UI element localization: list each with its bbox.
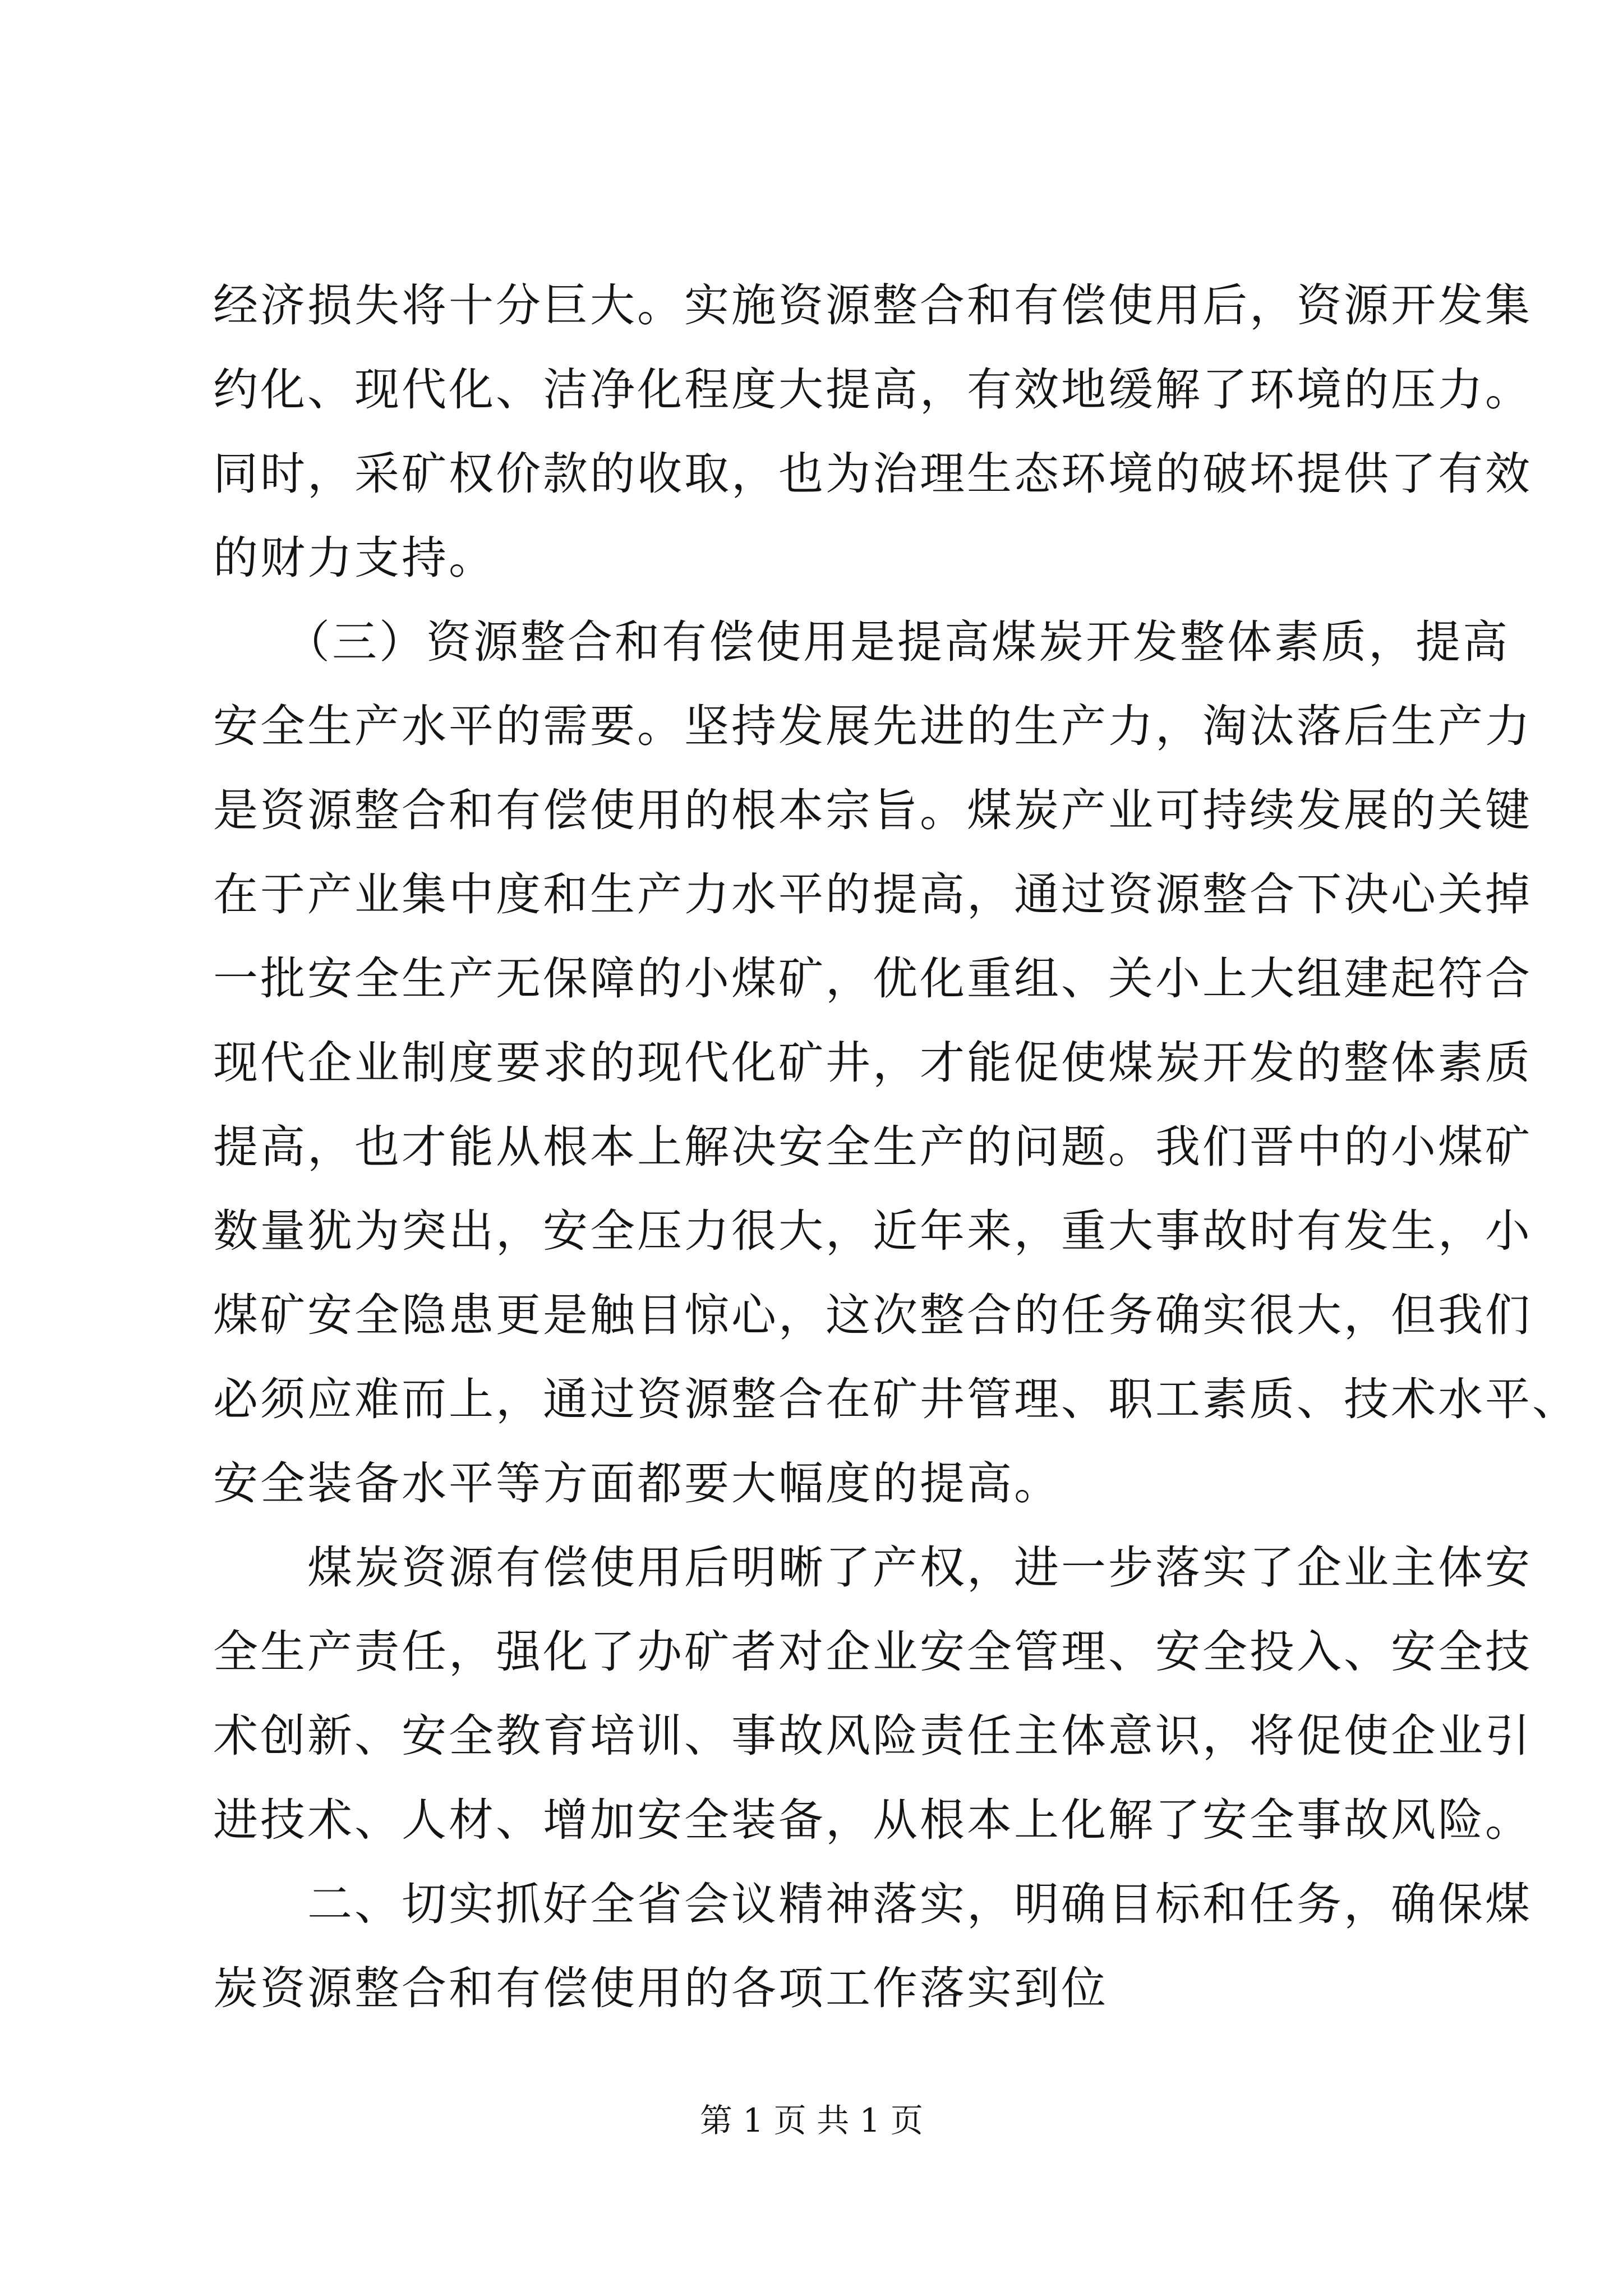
text-line: 全生产责任，强化了办矿者对企业安全管理、安全投入、安全技 <box>213 1626 1532 1678</box>
document-body <box>213 264 1579 2031</box>
text-line: 进技术、人材、增加安全装备，从根本上化解了安全事故风险。 <box>213 1794 1532 1846</box>
text-line: 煤矿安全隐患更是触目惊心，这次整合的任务确实很大，但我们 <box>213 1289 1532 1341</box>
text-line: 一批安全生产无保障的小煤矿，优化重组、关小上大组建起符合 <box>213 953 1532 1005</box>
text-line: 二、切实抓好全省会议精神落实，明确目标和任务，确保煤 <box>213 1878 1532 1930</box>
text-line: 必须应难而上，通过资源整合在矿井管理、职工素质、技术水平、 <box>213 1373 1579 1425</box>
text-line: 术创新、安全教育培训、事故风险责任主体意识，将促使企业引 <box>213 1710 1532 1762</box>
text-line: （三）资源整合和有偿使用是提高煤炭开发整体素质，提高 <box>213 616 1510 668</box>
text-line: 现代企业制度要求的现代化矿井，才能促使煤炭开发的整体素质 <box>213 1037 1532 1089</box>
text-line: 是资源整合和有偿使用的根本宗旨。煤炭产业可持续发展的关键 <box>213 784 1532 836</box>
text-line: 煤炭资源有偿使用后明晰了产权，进一步落实了企业主体安 <box>213 1542 1532 1594</box>
text-line: 经济损失将十分巨大。实施资源整合和有偿使用后，资源开发集 <box>213 279 1532 332</box>
text-line: 约化、现代化、洁净化程度大提高，有效地缓解了环境的压力。 <box>213 364 1532 416</box>
text-line: 提高，也才能从根本上解决安全生产的问题。我们晋中的小煤矿 <box>213 1121 1532 1173</box>
text-line: 安全装备水平等方面都要大幅度的提高。 <box>213 1457 1061 1510</box>
text-line: 安全生产水平的需要。坚持发展先进的生产力，淘汰落后生产力 <box>213 700 1532 752</box>
page-footer: 第 1 页 共 1 页 <box>700 2101 923 2139</box>
text-line: 在于产业集中度和生产力水平的提高，通过资源整合下决心关掉 <box>213 868 1532 921</box>
text-line: 的财力支持。 <box>213 532 496 584</box>
text-line: 数量犹为突出，安全压力很大，近年来，重大事故时有发生，小 <box>213 1205 1532 1257</box>
text-line: 同时，采矿权价款的收取，也为治理生态环境的破坏提供了有效 <box>213 448 1532 500</box>
text-line: 炭资源整合和有偿使用的各项工作落实到位 <box>213 1962 1108 2014</box>
